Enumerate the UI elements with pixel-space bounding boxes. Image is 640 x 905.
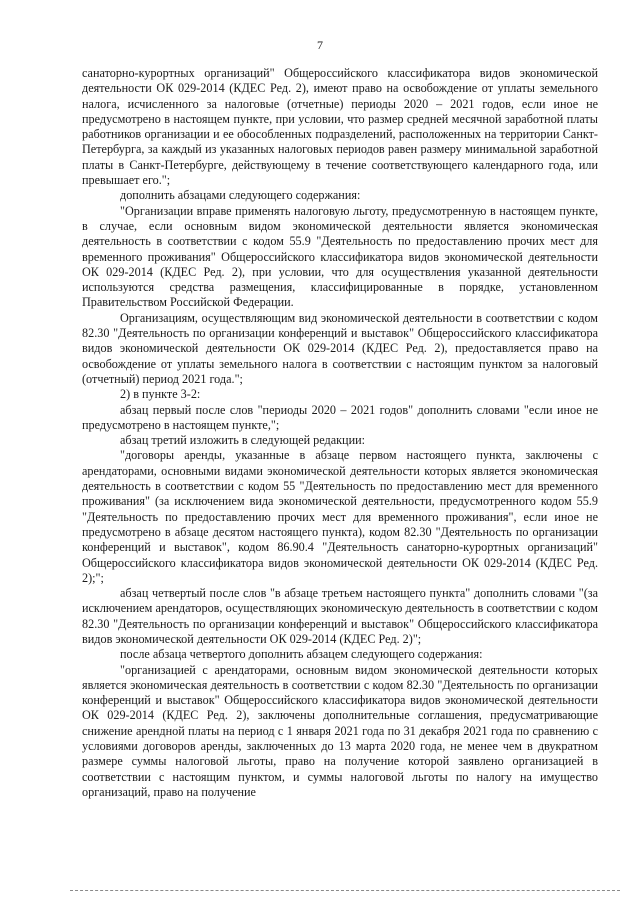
paragraph: "Организации вправе применять налоговую льготу, предусмотренную в настоящем пункте, в случае, если основным видом экономической деятельности является экономическая деятельность в соответствии с кодом 55.9 "Деятельность по предоставлению прочих мест для временного проживания" Общероссийского классификатора видов экономической деятельности ОК 029-2014 (КДЕС Ред. 2), при условии, что для осуществления указанной деятельности используются средства размещения, классифицированные в порядке, установленном Правительством Российской Федерации. — [82, 203, 598, 310]
paragraph: Организациям, осуществляющим вид экономической деятельности в соответствии с кодом 82.30 "Деятельность по организации конференций и выставок" Общероссийского классификатора видов экономической деятельности ОК 029-2014 (КДЕС Ред. 2), предоставляется право на освобождение от уплаты земельного налога в соответствии с настоящим пунктом за налоговый (отчетный) период 2021 года."; — [82, 310, 598, 386]
paragraph: "договоры аренды, указанные в абзаце первом настоящего пункта, заключены с арендаторами, основными видами экономической деятельности которых является экономическая деятельность в соответствии с кодом 55 "Деятельность по предоставлению мест для временного проживания" (за исключением вида экономической деятельности, предусмотренного кодом 55.9 "Деятельность по предоставлению прочих мест для временного проживания", если иное не предусмотрено в абзаце десятом настоящего пункта), кодом 82.30 "Деятельность по организации конференций и выставок", кодом 86.90.4 "Деятельность санаторно-курортных организаций" Общероссийского классификатора видов экономической деятельности ОК 029-2014 (КДЕС Ред. 2);"; — [82, 448, 598, 585]
paragraph: санаторно-курортных организаций" Общероссийского классификатора видов экономической деятельности ОК 029-2014 (КДЕС Ред. 2), имеют право на освобождение от уплаты земельного налога, исчисленного за налоговые (отчетные) периоды 2020 – 2021 годов, если иное не предусмотрено в настоящем пункте, при условии, что размер средней месячной заработной платы работников организации и ее обособленных подразделений, расположенных на территории Санкт-Петербурга, за каждый из указанных налоговых периодов равен размеру минимальной заработной платы в Санкт-Петербурге, действующему в течение соответствующего календарного года, или превышает его."; — [82, 66, 598, 188]
paragraph: после абзаца четвертого дополнить абзацем следующего содержания: — [120, 647, 483, 662]
paragraph: абзац третий изложить в следующей редакции: — [120, 433, 366, 448]
paragraph: 2) в пункте 3-2: — [120, 387, 201, 402]
paragraph: "организацией с арендаторами, основным видом экономической деятельности которых является экономическая деятельность в соответствии с кодом 82.30 "Деятельность по организации конференций и выставок" Общероссийского классификатора видов экономической деятельности ОК 029-2014 (КДЕС Ред. 2), заключены дополнительные соглашения, предусматривающие снижение арендной платы на период с 1 января 2021 года по 31 декабря 2021 года по сравнению с условиями договоров аренды, заключенных до 13 марта 2020 года, не менее чем в двукратном размере суммы налоговой льготы, право на получение которой заявлено организацией в соответствии с настоящим пунктом, и суммы налоговой льготы по налогу на имущество организаций, право на получение — [82, 662, 598, 799]
document-body — [82, 66, 598, 800]
paragraph: дополнить абзацами следующего содержания: — [120, 188, 361, 203]
scan-edge-line — [70, 890, 620, 891]
paragraph: абзац четвертый после слов "в абзаце третьем настоящего пункта" дополнить словами "(за исключением арендаторов, осуществляющих экономическую деятельность в соответствии с кодом 82.30 "Деятельность по организации конференций и выставок" Общероссийского классификатора видов экономической деятельности ОК 029-2014 (КДЕС Ред. 2)"; — [82, 586, 598, 646]
page-number: 7 — [317, 38, 323, 52]
paragraph: абзац первый после слов "периоды 2020 – 2021 годов" дополнить словами "если иное не предусмотрено в настоящем пункте,"; — [82, 402, 598, 432]
